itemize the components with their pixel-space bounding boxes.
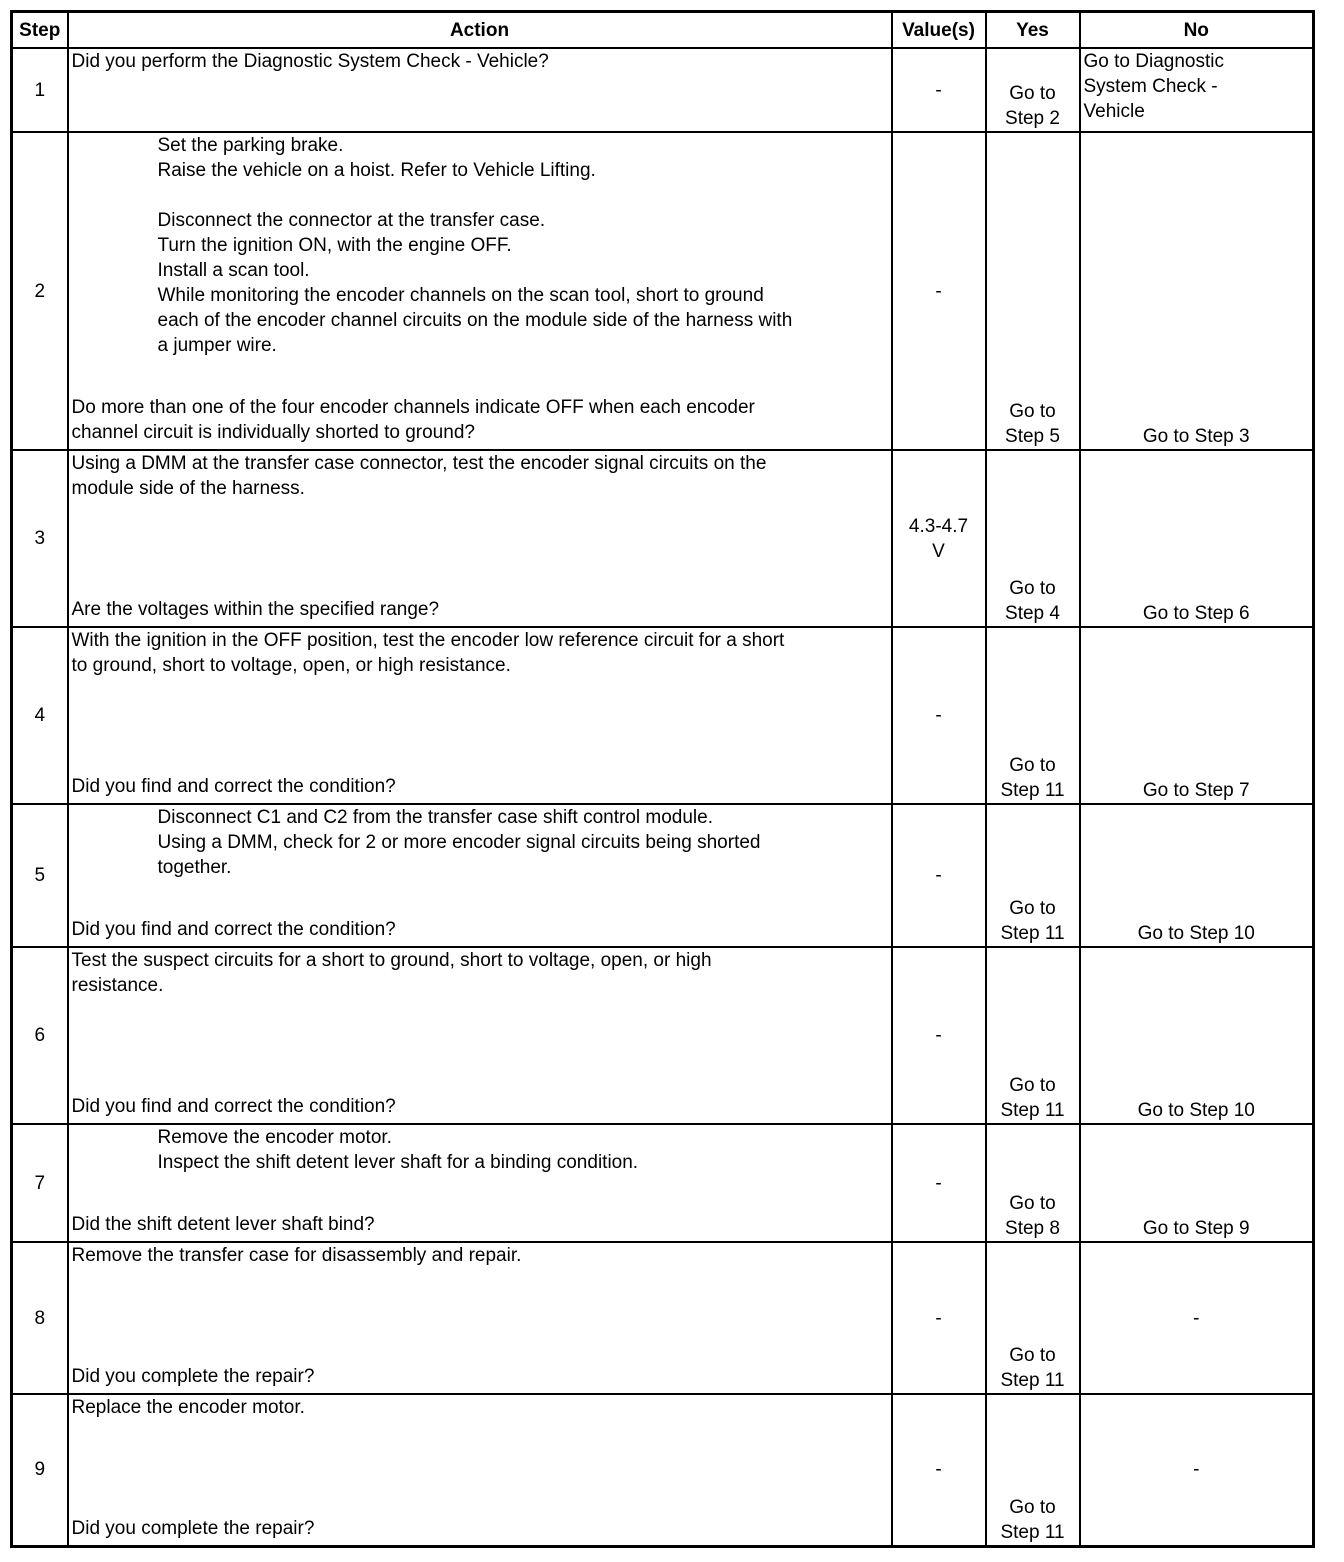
step-number: 4 (12, 627, 68, 804)
step-number: 6 (12, 947, 68, 1124)
action-cell (68, 1394, 892, 1546)
action-question: Did the shift detent lever shaft bind? (71, 1214, 375, 1235)
table-row (12, 132, 1314, 450)
table-body (12, 48, 1314, 1546)
header-row (12, 12, 1314, 49)
action-instruction: Set the parking brake. Raise the vehicle on a hoist. Refer to Vehicle Lifting. Disconnect the connector at the transfer case. Turn the ignition ON, with the engine OFF. Install a scan tool. While monitoring the encoder channels on the scan tool, short to ground each of the encoder channel circuits on the module side of the harness with a jumper wire. (157, 135, 793, 356)
no-link[interactable]: Go to Step 10 (1137, 923, 1255, 944)
action-cell (68, 48, 892, 132)
yes-link[interactable]: Go to Step 11 (1000, 755, 1065, 801)
yes-link[interactable]: Go to Step 11 (1000, 898, 1065, 944)
action-cell (68, 627, 892, 804)
no-cell (1080, 1242, 1314, 1394)
yes-cell (986, 627, 1080, 804)
yes-link[interactable]: Go to Step 2 (1005, 83, 1060, 129)
action-question: Did you find and correct the condition? (71, 1096, 396, 1117)
yes-link[interactable]: Go to Step 11 (1000, 1496, 1065, 1543)
yes-cell (986, 804, 1080, 947)
action-instruction: Remove the transfer case for disassembly and repair. (71, 1245, 522, 1266)
header-yes: Yes (986, 12, 1080, 49)
action-cell (68, 132, 892, 450)
value-cell (892, 1124, 986, 1242)
step-number: 7 (12, 1124, 68, 1242)
step-number: 8 (12, 1242, 68, 1394)
action-question: Do more than one of the four encoder channels indicate OFF when each encoder channel circuit is individually shorted to ground? (71, 397, 755, 443)
value-cell (892, 48, 986, 132)
no-cell (1080, 947, 1314, 1124)
value-cell (892, 947, 986, 1124)
action-instruction: Remove the encoder motor. Inspect the shift detent lever shaft for a binding condition. (157, 1127, 639, 1173)
yes-link[interactable]: Go to Step 11 (1000, 1075, 1065, 1121)
value-text: - (935, 1025, 942, 1046)
value-text: 4.3-4.7 V (908, 515, 969, 562)
no-cell (1080, 627, 1314, 804)
action-question: Did you find and correct the condition? (71, 776, 396, 797)
header-step: Step (12, 12, 68, 49)
value-cell (892, 627, 986, 804)
yes-link[interactable]: Go to Step 8 (1005, 1193, 1060, 1239)
yes-cell (986, 450, 1080, 627)
value-text: - (935, 1459, 942, 1481)
no-cell (1080, 1124, 1314, 1242)
action-instruction: Test the suspect circuits for a short to ground, short to voltage, open, or high resistance. (71, 950, 712, 996)
yes-link[interactable]: Go to Step 5 (1005, 401, 1060, 447)
table-row (12, 1394, 1314, 1546)
value-cell (892, 1394, 986, 1546)
action-cell (68, 1242, 892, 1394)
value-cell (892, 132, 986, 450)
no-link[interactable]: Go to Diagnostic System Check - Vehicle (1083, 51, 1224, 122)
header-no: No (1080, 12, 1314, 49)
action-question: Are the voltages within the specified range? (71, 599, 440, 620)
diagnostic-table (10, 10, 1315, 1548)
yes-link[interactable]: Go to Step 11 (1000, 1345, 1065, 1391)
value-text: - (935, 280, 942, 302)
action-cell (68, 804, 892, 947)
table-row (12, 947, 1314, 1124)
value-cell (892, 1242, 986, 1394)
action-instruction: Using a DMM at the transfer case connector, test the encoder signal circuits on the module side of the harness. (71, 453, 767, 499)
value-text: - (935, 79, 942, 101)
yes-cell (986, 1242, 1080, 1394)
header-action: Action (68, 12, 892, 49)
step-number: 9 (12, 1394, 68, 1546)
step-number: 1 (12, 48, 68, 132)
action-question: Did you complete the repair? (71, 1366, 315, 1387)
table-row (12, 627, 1314, 804)
action-question: Did you find and correct the condition? (71, 919, 396, 940)
no-text: - (1193, 1459, 1200, 1481)
yes-cell (986, 947, 1080, 1124)
no-text: - (1193, 1307, 1200, 1329)
yes-cell (986, 1124, 1080, 1242)
no-cell (1080, 804, 1314, 947)
step-number: 5 (12, 804, 68, 947)
table-row (12, 804, 1314, 947)
action-question: Did you perform the Diagnostic System Check - Vehicle? (71, 51, 549, 72)
step-number: 3 (12, 450, 68, 627)
yes-link[interactable]: Go to Step 4 (1005, 578, 1060, 624)
table-header (12, 12, 1314, 49)
value-text: - (935, 865, 942, 886)
table-row (12, 1124, 1314, 1242)
step-number: 2 (12, 132, 68, 450)
yes-cell (986, 48, 1080, 132)
table-row (12, 48, 1314, 132)
no-link[interactable]: Go to Step 3 (1142, 426, 1250, 447)
value-text: - (935, 705, 942, 726)
yes-cell (986, 132, 1080, 450)
table-row (12, 1242, 1314, 1394)
yes-cell (986, 1394, 1080, 1546)
action-cell (68, 1124, 892, 1242)
no-cell (1080, 48, 1314, 132)
action-instruction: Replace the encoder motor. (71, 1397, 305, 1418)
no-cell (1080, 1394, 1314, 1546)
action-instruction: With the ignition in the OFF position, test the encoder low reference circuit for a short to ground, short to voltage, open, or high resistance. (71, 630, 785, 676)
action-instruction: Disconnect C1 and C2 from the transfer case shift control module. Using a DMM, check for 2 or more encoder signal circuits being shorted together. (157, 807, 761, 878)
no-link[interactable]: Go to Step 6 (1142, 603, 1250, 624)
no-cell (1080, 450, 1314, 627)
no-link[interactable]: Go to Step 7 (1142, 780, 1250, 801)
header-values: Value(s) (892, 12, 986, 49)
action-question: Did you complete the repair? (71, 1518, 315, 1539)
value-text: - (935, 1307, 942, 1329)
value-text: - (935, 1172, 942, 1194)
no-link[interactable]: Go to Step 10 (1137, 1100, 1255, 1121)
action-cell (68, 947, 892, 1124)
table-row (12, 450, 1314, 627)
value-cell (892, 450, 986, 627)
value-cell (892, 804, 986, 947)
no-cell (1080, 132, 1314, 450)
no-link[interactable]: Go to Step 9 (1142, 1218, 1250, 1239)
action-cell (68, 450, 892, 627)
